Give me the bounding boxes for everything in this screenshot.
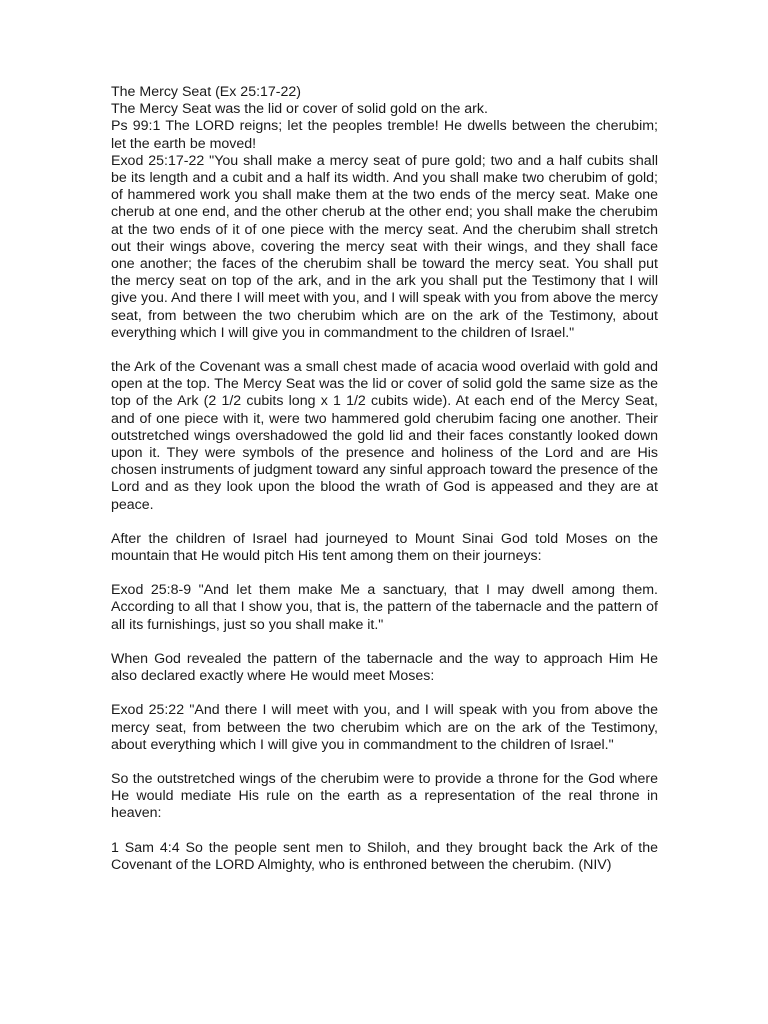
paragraph-mount-sinai: After the children of Israel had journeyed to Mount Sinai God told Moses on the mountain that He would pitch His tent among them on their journeys: bbox=[111, 530, 658, 565]
paragraph-exod-25-22: Exod 25:22 "And there I will meet with you, and I will speak with you from above the mercy seat, from between the two cherubim which are on the ark of the Testimony, about everything which I will give you in commandment to the children of Israel." bbox=[111, 702, 658, 753]
paragraph-psalm-99: Ps 99:1 The LORD reigns; let the peoples tremble! He dwells between the cherubim; let the earth be moved! bbox=[111, 118, 658, 152]
document-page bbox=[111, 84, 658, 874]
intro-line: The Mercy Seat was the lid or cover of solid gold on the ark. bbox=[111, 101, 488, 118]
paragraph-tabernacle-pattern: When God revealed the pattern of the tabernacle and the way to approach Him He also declared exactly where He would meet Moses: bbox=[111, 650, 658, 685]
paragraph-cherubim-throne: So the outstretched wings of the cherubim were to provide a throne for the God where He would mediate His rule on the earth as a representation of the real throne in heaven: bbox=[111, 770, 658, 822]
document-title: The Mercy Seat (Ex 25:17-22) bbox=[111, 84, 302, 100]
paragraph-ark-description: the Ark of the Covenant was a small chest made of acacia wood overlaid with gold and open at the top. The Mercy Seat was the lid or cover of solid gold the same size as the top of the Ark (2 1/2 cubits long x 1 1/2 cubits wide). At each end of the Mercy Seat, and of one piece with it, were two hammered gold cherubim facing one another. Their outstretched wings overshadowed the gold lid and their faces constantly looked down upon it. They were symbols of the presence and holiness of the Lord and are His chosen instruments of judgment toward any sinful approach toward the presence of the Lord and as they look upon the blood the wrath of God is appeased and they are at peace. bbox=[111, 359, 658, 513]
paragraph-1-sam-4-4: 1 Sam 4:4 So the people sent men to Shiloh, and they brought back the Ark of the Covenant of the LORD Almighty, who is enthroned between the cherubim. (NIV) bbox=[111, 839, 658, 873]
paragraph-exod-25-17: Exod 25:17-22 "You shall make a mercy seat of pure gold; two and a half cubits shall be its length and a cubit and a half its width. And you shall make two cherubim of gold; of hammered work you shall make them at the two ends of the mercy seat. Make one cherub at one end, and the other cherub at the other end; you shall make the cherubim at the two ends of it of one piece with the mercy seat. And the cherubim shall stretch out their wings above, covering the mercy seat with their wings, and they shall face one another; the faces of the cherubim shall be toward the mercy seat. You shall put the mercy seat on top of the ark, and in the ark you shall put the Testimony that I will give you. And there I will meet with you, and I will speak with you from above the mercy seat, from between the two cherubim which are on the ark of the Testimony, about everything which I will give you in commandment to the children of Israel." bbox=[111, 152, 658, 341]
paragraph-exod-25-8: Exod 25:8-9 "And let them make Me a sanctuary, that I may dwell among them. According to all that I show you, that is, the pattern of the tabernacle and the pattern of all its furnishings, just so you shall make it." bbox=[111, 582, 658, 633]
